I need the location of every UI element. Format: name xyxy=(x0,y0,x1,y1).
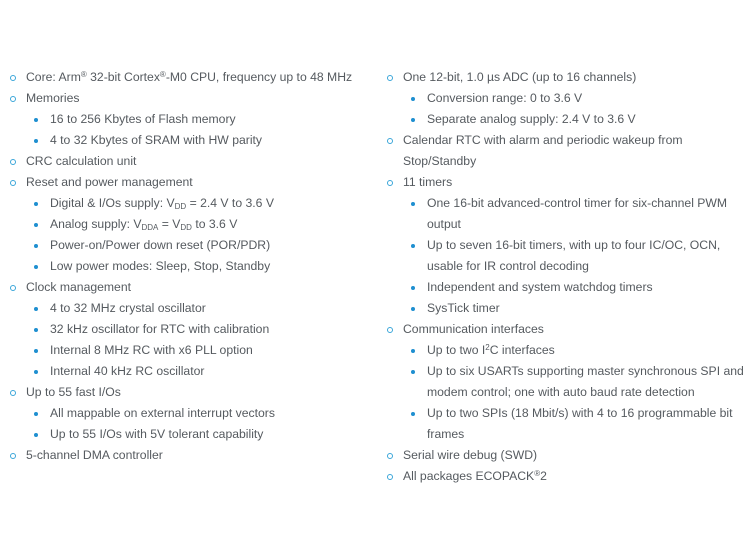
feature-subitem xyxy=(387,88,745,109)
dot-bullet-icon xyxy=(411,118,415,122)
text-run: Independent and system watchdog timers xyxy=(427,280,653,294)
dot-bullet-icon xyxy=(411,286,415,290)
text-run: = 2.4 V to 3.6 V xyxy=(186,196,274,210)
circle-bullet-icon xyxy=(10,180,16,186)
feature-text xyxy=(50,238,270,252)
text-run: Calendar RTC with alarm and periodic wakeup from Stop/Standby xyxy=(403,133,683,168)
text-run: 32 kHz oscillator for RTC with calibration xyxy=(50,322,270,336)
circle-bullet-icon xyxy=(387,180,393,186)
text-run: Memories xyxy=(26,91,80,105)
feature-subitem xyxy=(387,109,745,130)
feature-text xyxy=(427,406,733,441)
superscript: 2 xyxy=(485,343,490,352)
superscript: ® xyxy=(159,70,166,79)
circle-bullet-icon xyxy=(387,474,393,480)
circle-bullet-icon xyxy=(387,75,393,81)
feature-item xyxy=(387,466,745,487)
feature-subitem xyxy=(387,277,745,298)
circle-bullet-icon xyxy=(10,75,16,81)
feature-subitem xyxy=(387,340,745,361)
text-run: 2 xyxy=(540,469,547,483)
circle-bullet-icon xyxy=(387,138,393,144)
dot-bullet-icon xyxy=(411,202,415,206)
dot-bullet-icon xyxy=(411,370,415,374)
text-run: Separate analog supply: 2.4 V to 3.6 V xyxy=(427,112,636,126)
feature-column-right xyxy=(387,67,745,487)
text-run: Up to six USARTs supporting master synchronous SPI and modem control; one with auto baud rate detection xyxy=(427,364,744,399)
feature-text xyxy=(50,343,253,357)
feature-text xyxy=(50,217,237,231)
dot-bullet-icon xyxy=(34,118,38,122)
text-run: Up to 55 I/Os with 5V tolerant capability xyxy=(50,427,264,441)
dot-bullet-icon xyxy=(411,97,415,101)
feature-text xyxy=(26,448,163,462)
feature-text xyxy=(50,112,236,126)
feature-column-left xyxy=(10,67,380,466)
text-run: 4 to 32 MHz crystal oscillator xyxy=(50,301,206,315)
feature-item xyxy=(10,445,380,466)
text-run: 5-channel DMA controller xyxy=(26,448,163,462)
text-run: Serial wire debug (SWD) xyxy=(403,448,538,462)
circle-bullet-icon xyxy=(10,159,16,165)
text-run: Low power modes: Sleep, Stop, Standby xyxy=(50,259,271,273)
superscript: ® xyxy=(534,469,541,478)
feature-text xyxy=(403,322,544,336)
feature-subitem xyxy=(10,214,380,235)
feature-text xyxy=(50,322,269,336)
text-run: 16 to 256 Kbytes of Flash memory xyxy=(50,112,236,126)
dot-bullet-icon xyxy=(34,265,38,269)
dot-bullet-icon xyxy=(34,349,38,353)
feature-text xyxy=(50,196,274,210)
text-run: 4 to 32 Kbytes of SRAM with HW parity xyxy=(50,133,263,147)
text-run: CRC calculation unit xyxy=(26,154,137,168)
feature-subitem xyxy=(10,403,380,424)
dot-bullet-icon xyxy=(411,244,415,248)
text-run: Up to two SPIs (18 Mbit/s) with 4 to 16 programmable bit frames xyxy=(427,406,733,441)
feature-text xyxy=(26,154,136,168)
superscript: ® xyxy=(80,70,87,79)
feature-text xyxy=(26,70,352,84)
feature-subitem xyxy=(10,130,380,151)
text-run: Reset and power management xyxy=(26,175,193,189)
feature-subitem xyxy=(10,319,380,340)
subscript: DD xyxy=(180,223,192,232)
dot-bullet-icon xyxy=(411,349,415,353)
feature-text xyxy=(403,70,636,84)
feature-item xyxy=(387,319,745,340)
feature-text xyxy=(427,196,727,231)
text-run: One 16-bit advanced-control timer for six-channel PWM output xyxy=(427,196,728,231)
feature-item xyxy=(387,67,745,88)
text-run: Power-on/Power down reset (POR/PDR) xyxy=(50,238,271,252)
dot-bullet-icon xyxy=(34,307,38,311)
text-run: 32-bit Cortex xyxy=(86,70,160,84)
feature-text xyxy=(50,259,270,273)
feature-item xyxy=(10,151,380,172)
feature-item xyxy=(10,88,380,109)
feature-item xyxy=(387,445,745,466)
feature-text xyxy=(403,469,547,483)
dot-bullet-icon xyxy=(34,139,38,143)
text-run: C interfaces xyxy=(489,343,555,357)
text-run: Up to seven 16-bit timers, with up to four IC/OC, OCN, usable for IR control decoding xyxy=(427,238,721,273)
feature-text xyxy=(403,175,452,189)
feature-list-right xyxy=(387,67,745,487)
circle-bullet-icon xyxy=(10,390,16,396)
dot-bullet-icon xyxy=(34,328,38,332)
text-run: SysTick timer xyxy=(427,301,500,315)
dot-bullet-icon xyxy=(34,223,38,227)
feature-text xyxy=(427,280,653,294)
text-run: Internal 40 kHz RC oscillator xyxy=(50,364,205,378)
circle-bullet-icon xyxy=(10,453,16,459)
feature-item xyxy=(387,130,745,172)
feature-text xyxy=(50,364,204,378)
feature-text xyxy=(26,385,121,399)
feature-subitem xyxy=(387,403,745,445)
feature-subitem xyxy=(10,424,380,445)
feature-item xyxy=(387,172,745,193)
subscript: DDA xyxy=(141,223,159,232)
feature-text xyxy=(403,448,537,462)
dot-bullet-icon xyxy=(34,244,38,248)
text-run: 11 timers xyxy=(403,175,453,189)
feature-text xyxy=(26,175,193,189)
feature-text xyxy=(50,301,206,315)
feature-list-left xyxy=(10,67,380,466)
dot-bullet-icon xyxy=(34,433,38,437)
circle-bullet-icon xyxy=(10,96,16,102)
feature-text xyxy=(26,280,131,294)
feature-subitem xyxy=(10,361,380,382)
feature-subitem xyxy=(10,298,380,319)
text-run: -M0 CPU, frequency up to 48 MHz xyxy=(165,70,353,84)
text-run: = V xyxy=(158,217,181,231)
feature-text xyxy=(427,91,582,105)
subscript: DD xyxy=(174,202,187,211)
text-run: Clock management xyxy=(26,280,131,294)
dot-bullet-icon xyxy=(411,412,415,416)
feature-text xyxy=(427,238,720,273)
feature-item xyxy=(10,382,380,403)
dot-bullet-icon xyxy=(34,412,38,416)
feature-text xyxy=(50,406,275,420)
feature-subitem xyxy=(10,193,380,214)
feature-subitem xyxy=(10,256,380,277)
feature-subitem xyxy=(10,340,380,361)
feature-subitem xyxy=(387,193,745,235)
text-run: to 3.6 V xyxy=(191,217,238,231)
text-run: Core: Arm xyxy=(26,70,81,84)
feature-subitem xyxy=(387,298,745,319)
feature-subitem xyxy=(10,235,380,256)
dot-bullet-icon xyxy=(34,202,38,206)
dot-bullet-icon xyxy=(34,370,38,374)
feature-text xyxy=(427,343,555,357)
text-run: Internal 8 MHz RC with x6 PLL option xyxy=(50,343,253,357)
text-run: All mappable on external interrupt vectors xyxy=(50,406,275,420)
circle-bullet-icon xyxy=(387,327,393,333)
text-run: All packages ECOPACK xyxy=(403,469,535,483)
feature-item xyxy=(10,67,380,88)
text-run: Up to two I xyxy=(427,343,486,357)
feature-text xyxy=(427,112,636,126)
feature-subitem xyxy=(387,361,745,403)
text-run: Digital & I/Os supply: V xyxy=(50,196,175,210)
dot-bullet-icon xyxy=(411,307,415,311)
feature-text xyxy=(427,364,744,399)
feature-text xyxy=(403,133,683,168)
feature-text xyxy=(427,301,500,315)
text-run: Conversion range: 0 to 3.6 V xyxy=(427,91,583,105)
feature-subitem xyxy=(387,235,745,277)
feature-item xyxy=(10,277,380,298)
text-run: Analog supply: V xyxy=(50,217,142,231)
feature-subitem xyxy=(10,109,380,130)
text-run: Communication interfaces xyxy=(403,322,544,336)
circle-bullet-icon xyxy=(10,285,16,291)
circle-bullet-icon xyxy=(387,453,393,459)
text-run: Up to 55 fast I/Os xyxy=(26,385,121,399)
feature-text xyxy=(26,91,80,105)
text-run: One 12-bit, 1.0 µs ADC (up to 16 channels) xyxy=(403,70,637,84)
feature-item xyxy=(10,172,380,193)
feature-text xyxy=(50,133,262,147)
feature-text xyxy=(50,427,263,441)
